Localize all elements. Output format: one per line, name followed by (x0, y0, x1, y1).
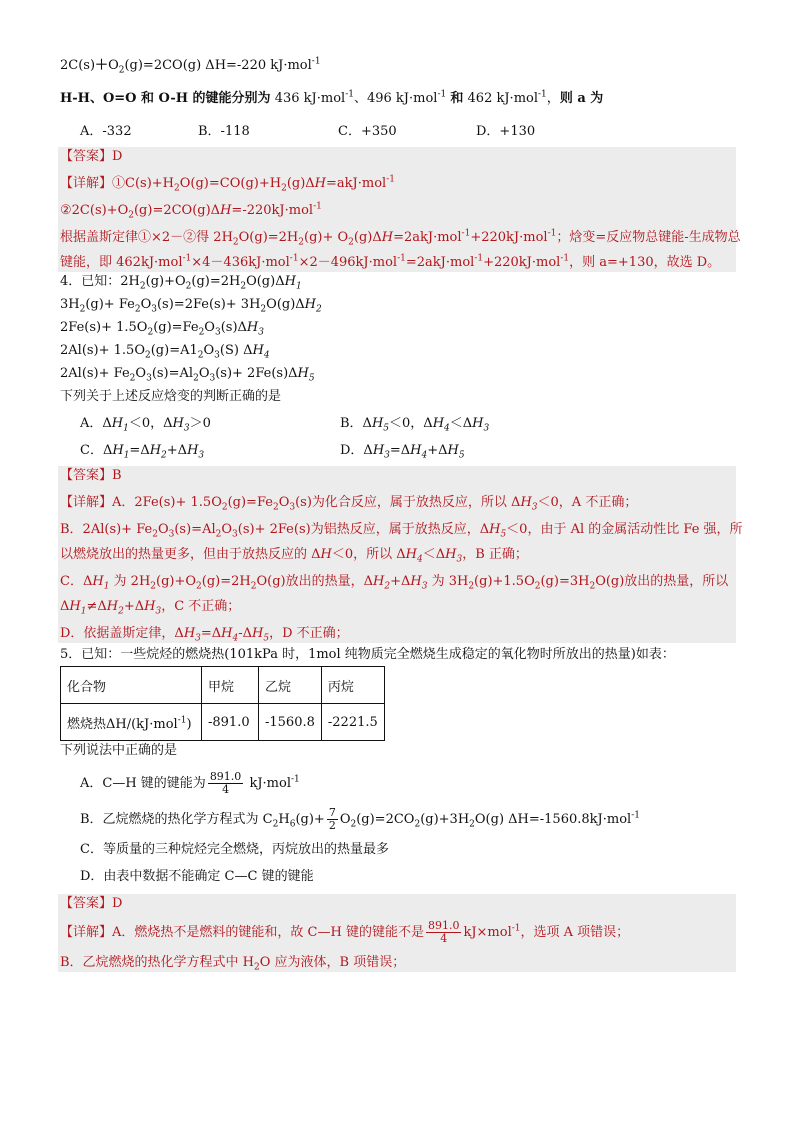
q5-answer: 【答案】D (60, 896, 123, 911)
q4-detail-a: 【详解】A．$2Fe(s)+ 1.5O_2(g)=Fe_2O_3(s)$为化合反应，属于放热反应，所以 $\Delta H_3<0$，A 不正确； (60, 495, 638, 513)
table-cell: -1560.8 (259, 704, 322, 741)
q4-detail-d: D．依据盖斯定律，$\Delta H_3=\Delta H_4-\Delta H_5$，D 不正确； (60, 626, 349, 644)
q4-detail-b1: B．$2Al(s)+ Fe_2O_3(s)=Al_2O_3(s)+ 2Fe(s)$为铝热反应，属于放热反应，$\Delta H_5<0$，由于 Al 的金属活动性比 Fe 强，所 (60, 522, 743, 540)
q4-answer: 【答案】B (60, 468, 122, 483)
q3-option-b[interactable]: B．-118 (198, 124, 250, 139)
table-row-label: 燃烧热ΔH/(kJ·mol$^{-1}$) (61, 704, 202, 741)
table-row (61, 667, 385, 704)
table-header-cell: 化合物 (61, 667, 202, 704)
q3-detail-line2: $②2C(s)+O_2(g)=2CO(g)\Delta H=-220kJ\cdot mol^{-1}$ (60, 201, 322, 221)
combustion-heat-table (60, 666, 385, 741)
q3-equation-2: $2C(s)+O_2(g)=2CO(g)$ ΔH=-220 kJ·mol$^{-1}$ (60, 56, 321, 76)
q5-option-b[interactable]: B．乙烷燃烧的热化学方程式为 $C_2H_6(g)+$ $\frac{7}{2}$ $O_2(g)=2CO_2(g)+3H_2O(g)$ ΔH=-1560.8kJ·mol$^{-1}$ (80, 806, 640, 832)
q5-detail-a: 【详解】A．燃烧热不是燃料的键能和，故 C—H 键的键能不是 $\frac{891.0}{4}$ kJ×mol$^{-1}$，选项 A 项错误； (60, 919, 630, 945)
table-header-cell: 乙烷 (259, 667, 322, 704)
q3-detail-line4: 键能，即 462kJ·mol$^{-1}$×4－436kJ·mol$^{-1}$×2－496kJ·mol$^{-1}$=2akJ·mol$^{-1}$+220kJ·mol$^{-1}$，则 a=+130，故选 D。 (60, 253, 721, 270)
q4-detail-b2: 以燃烧放出的热量更多，但由于放热反应的 ΔH＜0，所以 $\Delta H_4<\Delta H_3$，B 正确； (60, 547, 528, 565)
q4-detail-c1: C．$\Delta H_1$ 为 $2H_2(g)+O_2(g)=2H_2O(g)$放出的热量，$\Delta H_2+\Delta H_3$ 为 $3H_2(g)+1.5O_2(g)=3H_2O(g)$放出的热量，所以 (60, 574, 729, 592)
q5-intro: 5．已知：一些烷烃的燃烧热(101kPa 时，1mol 纯物质完全燃烧生成稳定的氧化物时所放出的热量)如表： (60, 647, 675, 662)
q4-option-a[interactable]: A．$\Delta H_1<0$，$\Delta H_3>0$ (80, 416, 211, 434)
q4-reaction-2: $3H_2(g)+ Fe_2O_3(s)=2Fe(s)+ 3H_2O(g)\Delta H_2$ (60, 297, 322, 315)
q4-option-c[interactable]: C．$\Delta H_1=\Delta H_2+\Delta H_3$ (80, 443, 205, 461)
q3-option-a[interactable]: A．-332 (80, 124, 132, 139)
document-page (60, 56, 743, 973)
q4-reaction-4: $2Al(s)+ 1.5O_2(g)=A1_2O_3(S)$ $\Delta H_4$ (60, 343, 270, 361)
q4-reaction-3: $2Fe(s)+ 1.5O_2(g)=Fe_2O_3(s)\Delta H_3$ (60, 320, 264, 338)
q3-answer: 【答案】D (60, 149, 123, 164)
q5-option-d[interactable]: D．由表中数据不能确定 C—C 键的键能 (80, 869, 314, 884)
q3-detail-line3: 根据盖斯定律①×2－②得 $2H_2O(g)=2H_2(g)+ O_2(g)\Delta H=2akJ\cdot mol^{-1}+220kJ\cdot mol^{-1}$；焓变=反应物总键能-生成物总 (60, 228, 741, 248)
q3-detail-line1: 【详解】$①C(s)+H_2O(g)=CO(g)+H_2(g)\Delta H=akJ\cdot mol^{-1}$ (60, 174, 395, 194)
q3-options (60, 122, 736, 141)
q4-options-row2 (60, 441, 736, 460)
q4-option-d[interactable]: D．$\Delta H_3=\Delta H_4+\Delta H_5$ (340, 443, 465, 461)
table-header-cell: 甲烷 (202, 667, 259, 704)
q5-option-c[interactable]: C．等质量的三种烷烃完全燃烧，丙烷放出的热量最多 (80, 842, 389, 857)
q5-detail-b: B．乙烷燃烧的热化学方程式中 $H_2O$ 应为液体，B 项错误； (60, 955, 406, 973)
q3-bond-energies: H-H、O=O 和 O-H 的键能分别为 436 kJ·mol$^{-1}$、496 kJ·mol$^{-1}$ 和 462 kJ·mol$^{-1}$，则 a 为 (60, 89, 604, 106)
q4-detail-c2: $\Delta H_1\ne\Delta H_2+\Delta H_3$，C 不正确； (60, 599, 241, 617)
q3-option-c[interactable]: C．+350 (338, 124, 397, 139)
q4-options-row1 (60, 414, 736, 433)
table-header-cell: 丙烷 (321, 667, 384, 704)
q4-reaction-5: $2Al(s)+ Fe_2O_3(s)=Al_2O_3(s)+ 2Fe(s)\Delta H_5$ (60, 366, 315, 384)
table-row (61, 704, 385, 741)
q5-solution-block (58, 894, 736, 972)
q4-solution-block (58, 466, 743, 644)
q3-solution-block (58, 147, 741, 272)
question-4 (60, 272, 736, 460)
table-cell: -2221.5 (321, 704, 384, 741)
q3-option-d[interactable]: D．+130 (476, 124, 536, 139)
q5-option-a[interactable]: A．C—H 键的键能为 $\frac{891.0}{4}$ kJ·mol$^{-1}$ (80, 770, 300, 796)
q4-intro: 4．已知：$2H_2(g)+O_2(g)=2H_2O(g)\Delta H_1$ (60, 274, 302, 292)
table-cell: -891.0 (202, 704, 259, 741)
question-5 (60, 645, 736, 886)
q4-question: 下列关于上述反应焓变的判断正确的是 (60, 389, 282, 404)
q5-question: 下列说法中正确的是 (60, 743, 178, 758)
q4-option-b[interactable]: B．$\Delta H_5<0$，$\Delta H_4<\Delta H_3$ (340, 416, 490, 434)
